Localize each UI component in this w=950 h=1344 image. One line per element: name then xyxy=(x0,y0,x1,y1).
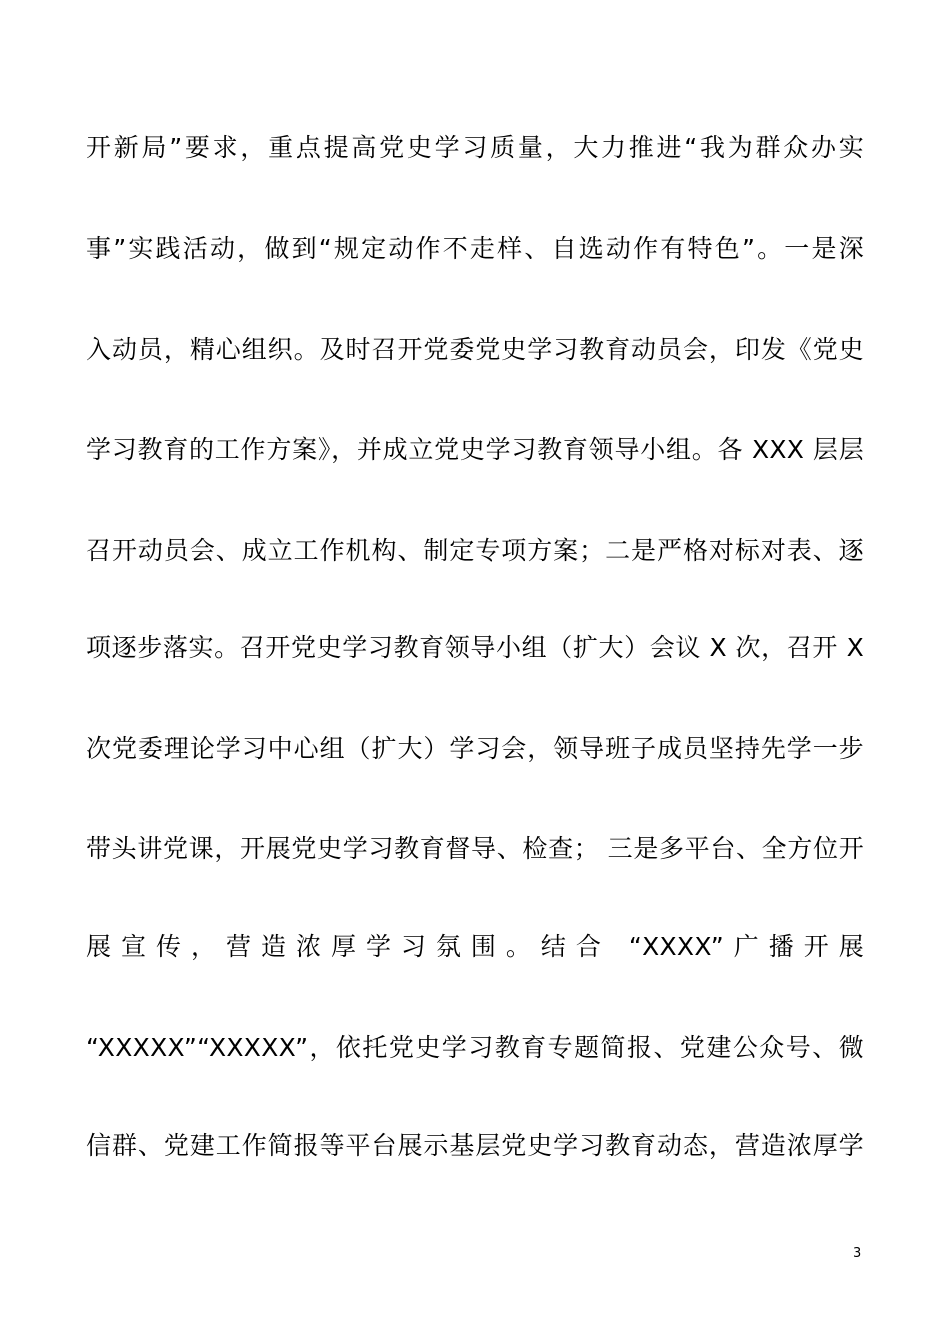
paragraph-line: 展宣传，营造浓厚学习氛围。结合 “XXXX”广播开展 xyxy=(86,932,864,961)
paragraph-line: 信群、党建工作简报等平台展示基层党史学习教育动态，营造浓厚学 xyxy=(86,1131,864,1160)
paragraph-line: 事”实践活动，做到“规定动作不走样、自选动作有特色”。一是深 xyxy=(86,234,864,263)
paragraph-line: 次党委理论学习中心组（扩大）学习会，领导班子成员坚持先学一步 xyxy=(86,734,864,763)
page-number: 3 xyxy=(853,1246,862,1261)
paragraph-line: 带头讲党课，开展党史学习教育督导、检查； 三是多平台、全方位开 xyxy=(86,834,864,863)
paragraph-line: 开新局”要求，重点提高党史学习质量，大力推进“我为群众办实 xyxy=(86,133,864,162)
paragraph-line: “XXXXX”“XXXXX”，依托党史学习教育专题简报、党建公众号、微 xyxy=(86,1033,864,1062)
paragraph-line: 学习教育的工作方案》，并成立党史学习教育领导小组。各 XXX 层层 xyxy=(86,435,864,464)
paragraph-line: 召开动员会、成立工作机构、制定专项方案；二是严格对标对表、逐 xyxy=(86,536,864,565)
paragraph-line: 入动员，精心组织。及时召开党委党史学习教育动员会，印发《党史 xyxy=(86,335,864,364)
paragraph-line: 项逐步落实。召开党史学习教育领导小组（扩大）会议 X 次，召开 X xyxy=(86,633,864,662)
